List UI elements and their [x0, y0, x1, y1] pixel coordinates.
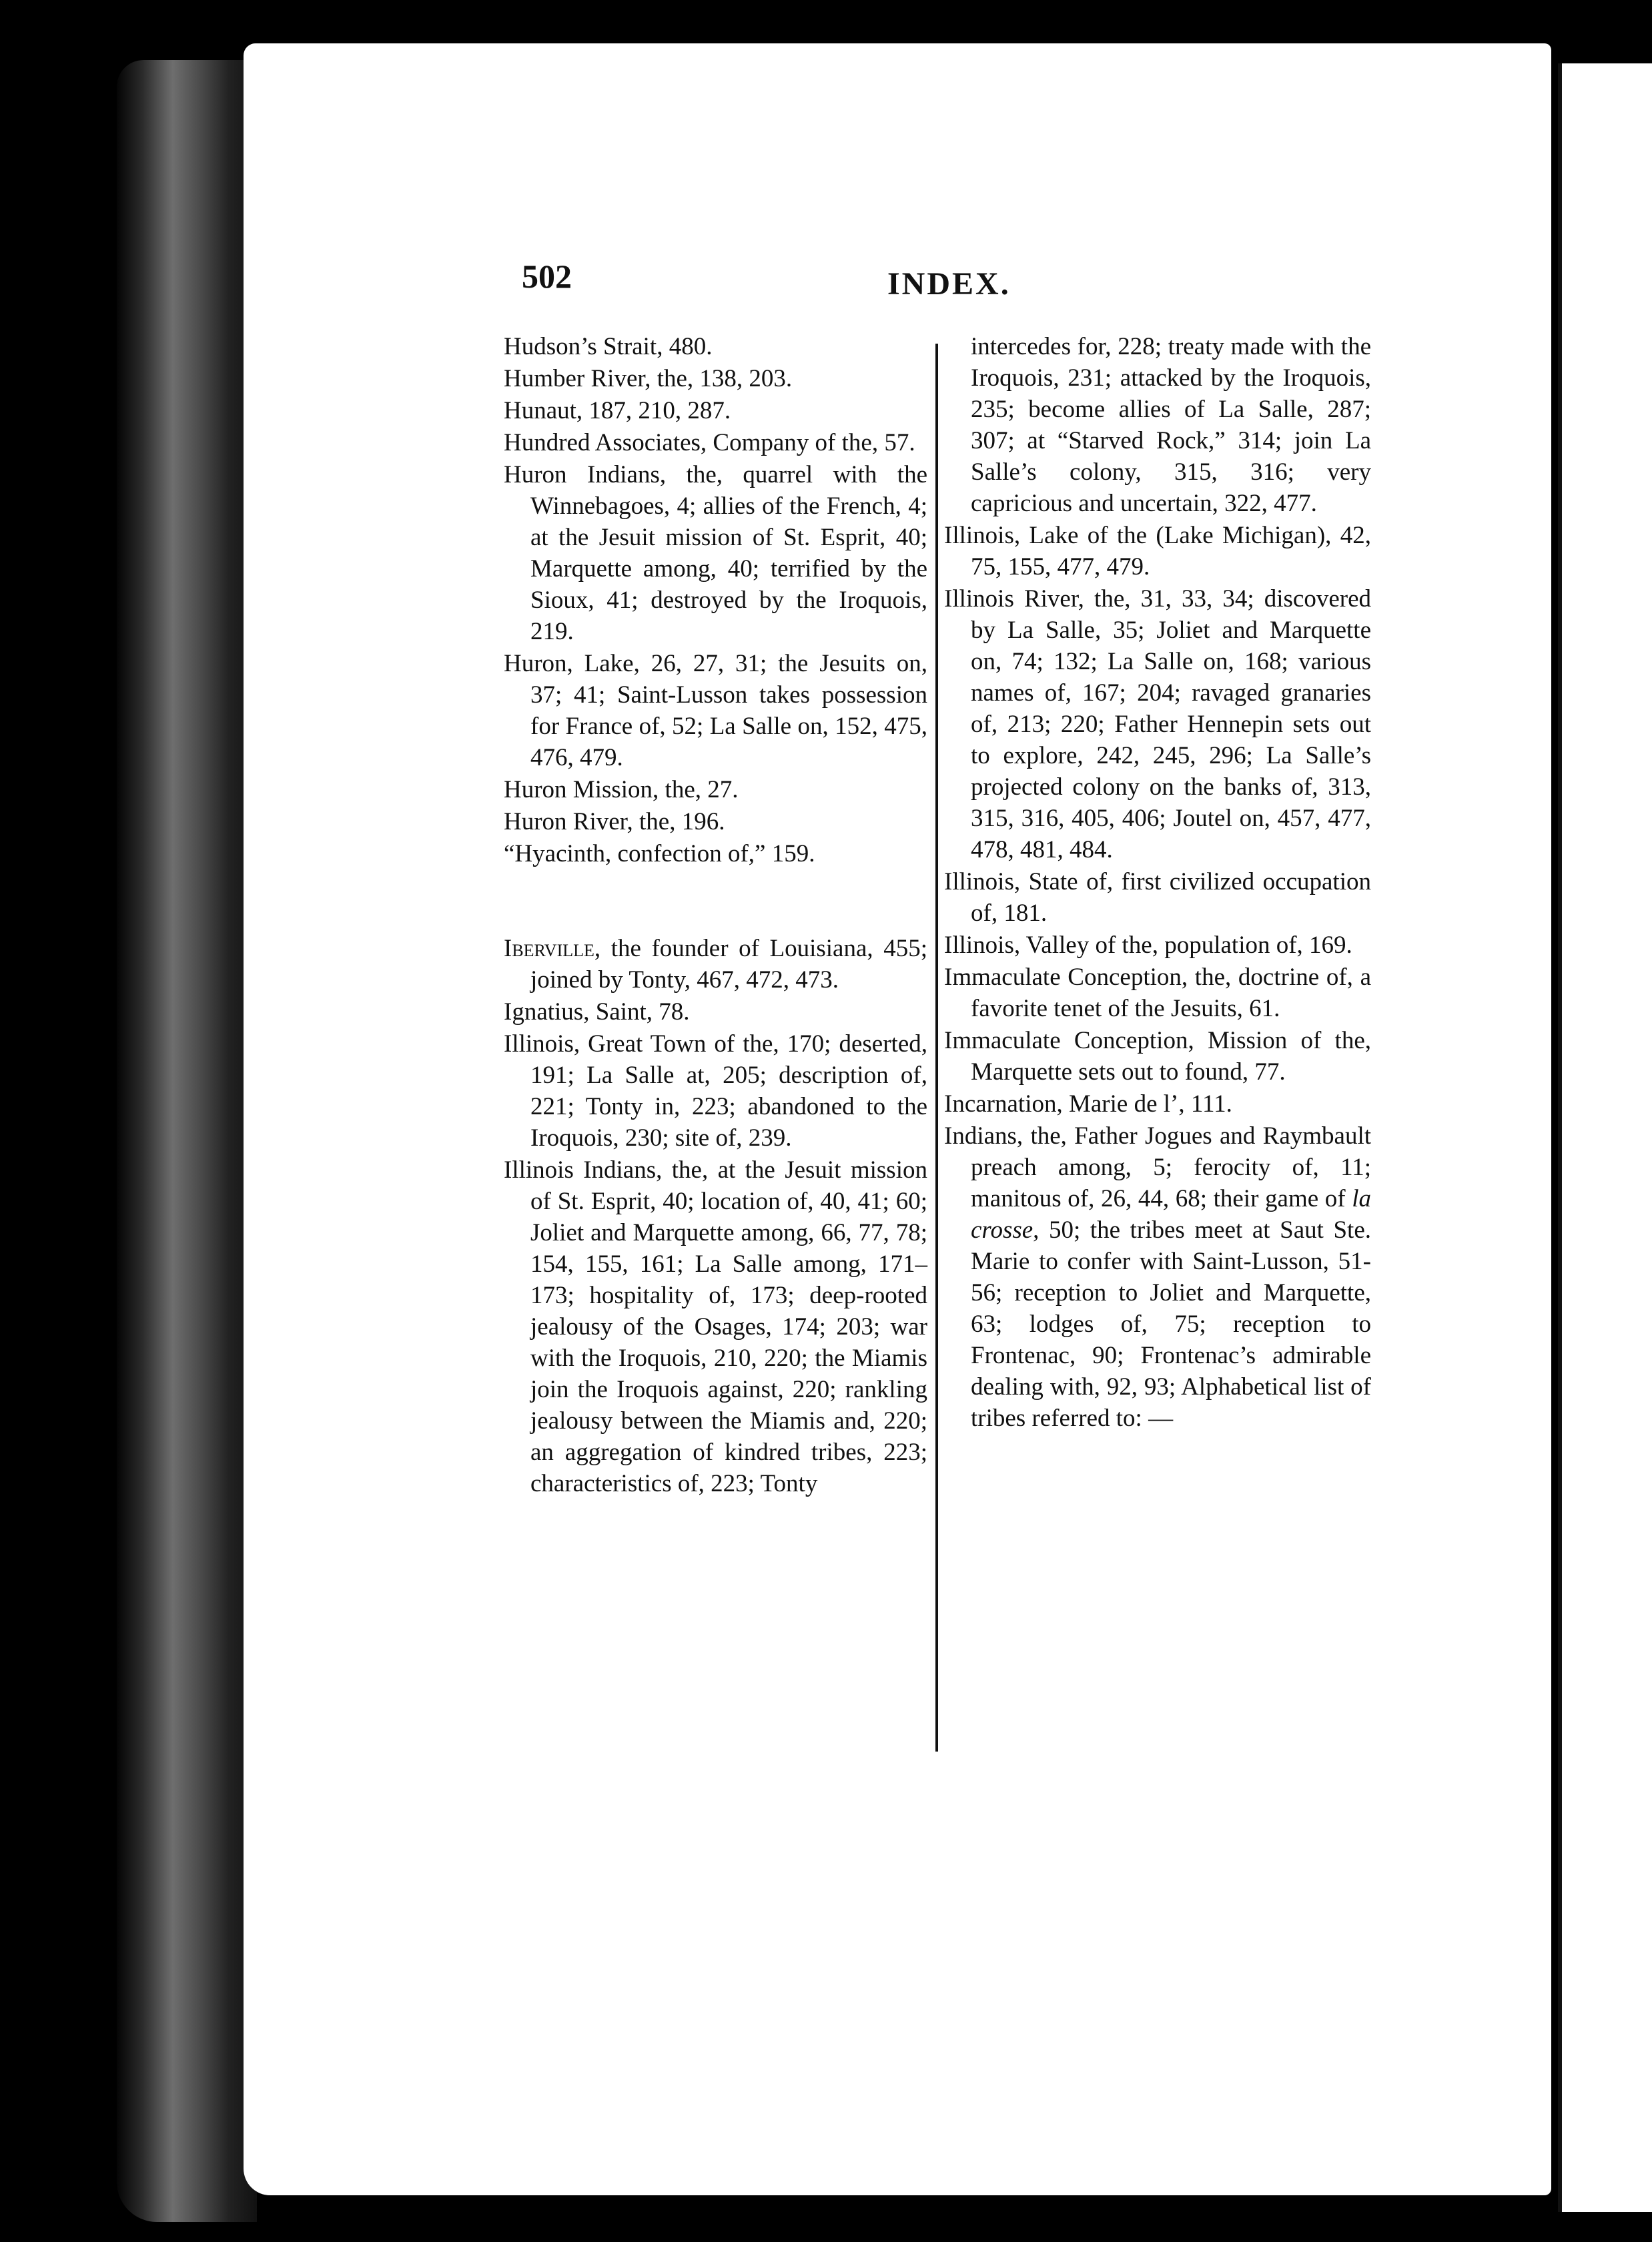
index-entry: Illinois Indians, the, at the Jesuit mission of St. Esprit, 40; location of, 40, 41; 60; Joliet and Marquette among, 66, 77, 78; 154, 155, 161; La Salle among, 171–173; hospitality of, 173; deep-rooted jealousy of the Osages, 174; 203; war with the Iroquois, 210, 220; the Miamis join the Iroquois against, 220; rankling jealousy between the Miamis and, 220; an aggregation of kindred tribes, 223; characteristics of, 223; Tonty [504, 1156, 927, 1497]
index-entry: Immaculate Conception, the, doctrine of, a favorite tenet of the Jesuits, 61. [944, 964, 1371, 1022]
index-entry: Huron, Lake, 26, 27, 31; the Jesuits on, 37; 41; Saint-Lusson takes possession for France of, 52; La Salle on, 152, 475, 476, 479. [504, 650, 927, 771]
facing-page-edge [1558, 63, 1652, 2212]
column-divider [935, 344, 938, 1752]
index-entry: Illinois, Great Town of the, 170; deserted, 191; La Salle at, 205; description of, 221; Tonty in, 223; abandoned to the Iroquois, 230; site of, 239. [504, 1030, 927, 1152]
index-entry: Huron Mission, the, 27. [504, 776, 739, 803]
index-entry: Illinois, State of, first civilized occupation of, 181. [944, 868, 1371, 927]
index-entry: Illinois, Lake of the (Lake Michigan), 42, 75, 155, 477, 479. [944, 522, 1371, 581]
index-column-right [944, 331, 1371, 1435]
page-heading: INDEX. [887, 266, 1011, 302]
index-entry: Illinois River, the, 31, 33, 34; discovered by La Salle, 35; Joliet and Marquette on, 74; 132; La Salle on, 168; various names of, 167; 204; ravaged granaries of, 213; 220; Father Hennepin sets out to explore, 242, 245, 296; La Salle’s projected colony on the banks of, 313, 315, 316, 405, 406; Joutel on, 457, 477, 478, 481, 484. [944, 585, 1371, 863]
index-entry: Hunaut, 187, 210, 287. [504, 397, 731, 424]
page-number: 502 [522, 258, 572, 295]
entry-lead-word: Iberville [504, 935, 594, 962]
index-entry: Immaculate Conception, Mission of the, Marquette sets out to found, 77. [944, 1027, 1371, 1086]
index-column-left [504, 331, 927, 1500]
entry-italic-term: la crosse [971, 1185, 1371, 1244]
index-entry: Humber River, the, 138, 203. [504, 365, 793, 392]
section-gap [504, 870, 927, 933]
index-entry: “Hyacinth, confection of,” 159. [504, 840, 815, 867]
index-entry: Hudson’s Strait, 480. [504, 333, 713, 360]
index-entry: Huron River, the, 196. [504, 808, 725, 835]
index-entry [944, 1120, 1371, 1434]
book-spine [117, 60, 257, 2222]
index-entry-continuation: intercedes for, 228; treaty made with the Iroquois, 231; attacked by the Iroquois, 235; become allies of La Salle, 287; 307; at “Starved Rock,” 314; join La Salle’s colony, 315, 316; very capricious and uncertain, 322, 477. [971, 333, 1371, 517]
entry-text: , 50; the tribes meet at Saut Ste. Marie to confer with Saint-Lusson, 51-56; reception to Joliet and Marquette, 63; lodges of, 75; reception to Frontenac, 90; Frontenac’s admirable dealing with, 92, 93; Alphabetical list of tribes referred to: — [971, 1216, 1371, 1432]
index-entry: Illinois, Valley of the, population of, 169. [944, 931, 1352, 959]
index-entry: Ignatius, Saint, 78. [504, 998, 690, 1026]
index-entry: Huron Indians, the, quarrel with the Winnebagoes, 4; allies of the French, 4; at the Jesuit mission of St. Esprit, 40; Marquette among, 40; terrified by the Sioux, 41; destroyed by the Iroquois, 219. [504, 461, 927, 645]
index-entry [504, 933, 927, 996]
index-entry: Incarnation, Marie de l’, 111. [944, 1090, 1232, 1118]
index-entry: Hundred Associates, Company of the, 57. [504, 429, 915, 456]
entry-text: , the founder of Louisiana, 455; joined by Tonty, 467, 472, 473. [530, 935, 927, 994]
entry-text: Indians, the, Father Jogues and Raymbault preach among, 5; ferocity of, 11; manitous of, 26, 44, 68; their game of [944, 1122, 1371, 1212]
